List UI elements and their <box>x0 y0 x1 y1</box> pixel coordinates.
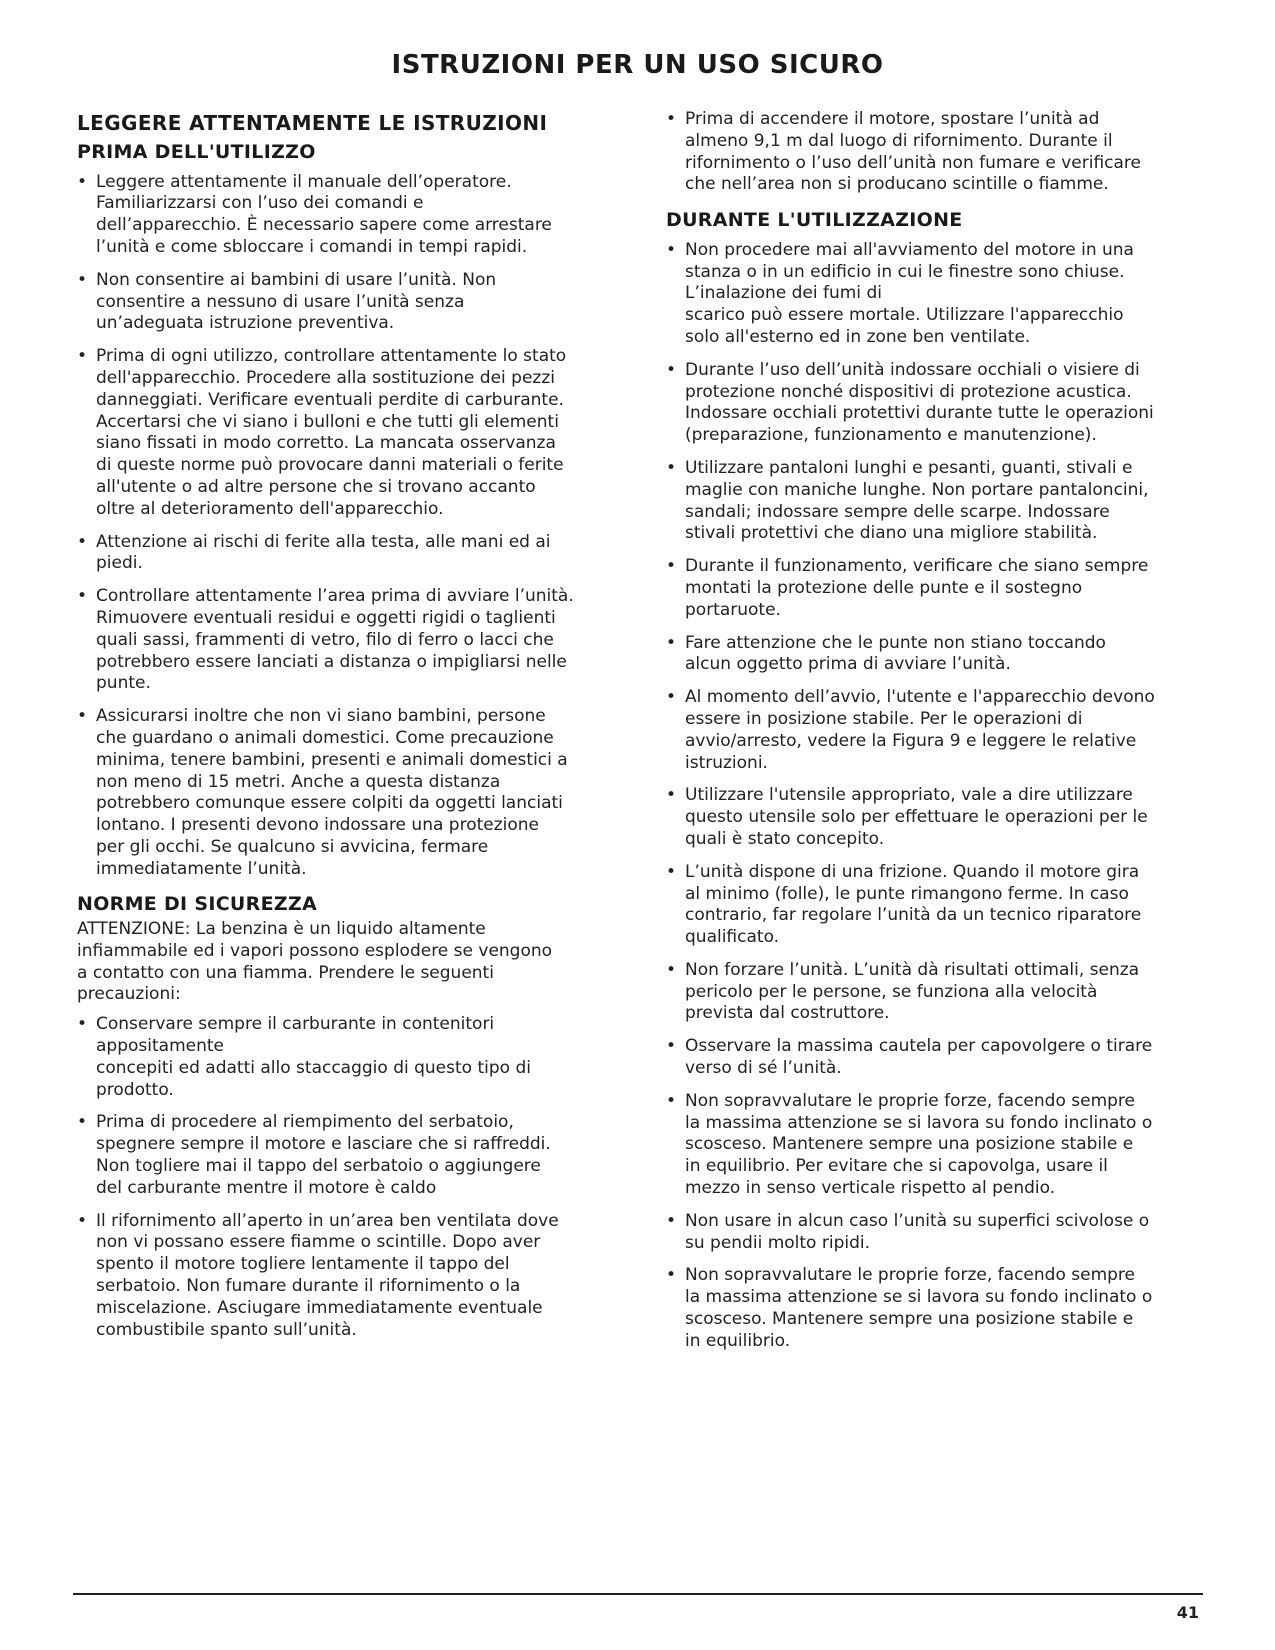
bullet-icon: • <box>666 1036 677 1057</box>
list-item <box>666 556 1201 621</box>
list-item <box>666 687 1201 774</box>
bullet-icon: • <box>77 346 88 367</box>
list-item <box>666 458 1201 545</box>
list-item <box>666 862 1201 949</box>
list-item <box>77 706 607 880</box>
list-item <box>77 1211 607 1342</box>
bullet-icon: • <box>77 586 88 607</box>
list-item <box>77 1014 607 1101</box>
bullet-icon: • <box>77 171 88 192</box>
refueling-list <box>666 109 1201 196</box>
left-column <box>77 110 607 1352</box>
page-number: 41 <box>1176 1603 1199 1622</box>
footer-divider <box>73 1593 1203 1595</box>
section-subheading-before-use: PRIMA DELL'UTILIZZO <box>77 141 316 163</box>
list-item <box>666 785 1201 850</box>
fuel-safety-list <box>77 1014 607 1341</box>
list-item-text: Utilizzare pantaloni lunghi e pesanti, guanti, stivali e maglie con maniche lunghe. Non portare pantaloncini, sandali; indossare sempre delle scarpe. Indossare stivali protettivi che diano una migliore stabilità. <box>685 457 1149 544</box>
section-heading-safety-rules: NORME DI SICUREZZA <box>77 892 318 915</box>
bullet-icon: • <box>666 785 677 806</box>
list-item-text: Attenzione ai rischi di ferite alla testa, alle mani ed ai piedi. <box>96 531 551 574</box>
list-item <box>77 532 607 576</box>
list-item-text: Durante l’uso dell’unità indossare occhiali o visiere di protezione nonché dispositivi di protezione acustica. Indossare occhiali protettivi durante tutte le operazioni (preparazione, funzionamento e manutenzione). <box>685 359 1154 446</box>
list-item-text: Conservare sempre il carburante in contenitori appositamente concepiti ed adatti allo staccaggio di questo tipo di prodotto. <box>96 1014 531 1100</box>
list-item-text: Controllare attentamente l’area prima di avviare l’unità. Rimuovere eventuali residui e oggetti rigidi o taglienti quali sassi, frammenti di vetro, filo di ferro o lacci che potrebbero essere lanciati a distanza o impigliarsi nelle punte. <box>96 586 574 694</box>
list-item <box>666 1036 1201 1080</box>
page-title: ISTRUZIONI PER UN USO SICURO <box>391 50 884 80</box>
bullet-icon: • <box>77 531 88 552</box>
list-item <box>666 360 1201 447</box>
list-item-text: Non usare in alcun caso l’unità su superfici scivolose o su pendii molto ripidi. <box>685 1210 1150 1253</box>
list-item-text: Prima di accendere il motore, spostare l’unità ad almeno 9,1 m dal luogo di rifornimento. Durante il rifornimento o l’uso dell’unità non fumare e verificare che nell’area non si producano scintille o fiamme. <box>685 109 1141 195</box>
list-item <box>666 1265 1201 1352</box>
right-column <box>666 109 1201 1364</box>
bullet-icon: • <box>666 359 677 380</box>
list-item-text: Osservare la massima cautela per capovolgere o tirare verso di sé l’unità. <box>685 1036 1153 1079</box>
list-item <box>666 1091 1201 1200</box>
list-item <box>77 586 607 695</box>
bullet-icon: • <box>666 556 677 577</box>
bullet-icon: • <box>666 687 677 708</box>
list-item-text: Il rifornimento all’aperto in un’area ben ventilata dove non vi possano essere fiamme o scintille. Dopo aver spento il motore togliere lentamente il tappo del serbatoio. Non fumare durante il rifornimento o la miscelazione. Asciugare immediatamente eventuale combustibile spanto sull’unità. <box>96 1210 559 1340</box>
list-item-text: L’unità dispone di una frizione. Quando il motore gira al minimo (folle), le punte rimangono ferme. In caso contrario, far regolare l’unità da un tecnico riparatore qualificato. <box>685 861 1142 948</box>
list-item-text: Al momento dell’avvio, l'utente e l'apparecchio devono essere in posizione stabile. Per le operazioni di avvio/arresto, vedere la Figura 9 e leggere le relative istruzioni. <box>685 687 1155 773</box>
list-item-text: Non forzare l’unità. L’unità dà risultati ottimali, senza pericolo per le persone, se funziona alla velocità prevista dal costruttore. <box>685 959 1140 1024</box>
list-item <box>666 240 1201 349</box>
bullet-icon: • <box>666 959 677 980</box>
list-item-text: Utilizzare l'utensile appropriato, vale a dire utilizzare questo utensile solo per effettuare le operazioni per le quali è stato concepito. <box>685 785 1148 849</box>
section-heading-during-use: DURANTE L'UTILIZZAZIONE <box>666 209 963 232</box>
list-item-text: Non sopravvalutare le proprie forze, facendo sempre la massima attenzione se si lavora su fondo inclinato o scosceso. Mantenere sempre una posizione stabile e in equilibrio. <box>685 1265 1153 1351</box>
bullet-icon: • <box>77 269 88 290</box>
list-item-text: Leggere attentamente il manuale dell’operatore. Familiarizzarsi con l’uso dei comandi e dell’apparecchio. È necessario sapere come arrestare l’unità e come sbloccare i comandi in tempi rapidi. <box>96 171 552 257</box>
list-item-text: Prima di procedere al riempimento del serbatoio, spegnere sempre il motore e lasciare che si raffreddi. Non togliere mai il tappo del serbatoio o aggiungere del carburante mentre il motore è caldo <box>96 1112 551 1198</box>
bullet-icon: • <box>666 1265 677 1286</box>
list-item <box>666 960 1201 1025</box>
list-item <box>77 1112 607 1199</box>
list-item <box>77 172 607 259</box>
bullet-icon: • <box>666 1090 677 1111</box>
list-item-text: Non sopravvalutare le proprie forze, facendo sempre la massima attenzione se si lavora su fondo inclinato o scosceso. Mantenere sempre una posizione stabile e in equilibrio. Per evitare che si capovolga, usare il mezzo in senso verticale rispetto al pendio. <box>685 1090 1153 1199</box>
list-item <box>77 346 607 520</box>
list-item <box>666 633 1201 677</box>
bullet-icon: • <box>666 239 677 260</box>
bullet-icon: • <box>77 706 88 727</box>
bullet-icon: • <box>666 861 677 882</box>
list-item-text: Durante il funzionamento, verificare che siano sempre montati la protezione delle punte e il sostegno portaruote. <box>685 556 1149 620</box>
warning-paragraph: ATTENZIONE: La benzina è un liquido altamente infiammabile ed i vapori possono esplodere se vengono a contatto con una fiamma. Prendere le seguenti precauzioni: <box>77 919 553 1005</box>
list-item-text: Prima di ogni utilizzo, controllare attentamente lo stato dell'apparecchio. Procedere alla sostituzione dei pezzi danneggiati. Verificare eventuali perdite di carburante. Accertarsi che vi siano i bulloni e che tutti gli elementi siano fissati in modo corretto. La mancata osservanza di queste norme può provocare danni materiali o ferite all'utente o ad altre persone che si trovano accanto oltre al deterioramento dell'apparecchio. <box>96 346 567 519</box>
bullet-icon: • <box>666 632 677 653</box>
list-item <box>77 270 607 335</box>
bullet-icon: • <box>77 1210 88 1231</box>
list-item <box>666 1211 1201 1255</box>
instructions-list <box>77 172 607 881</box>
bullet-icon: • <box>666 1210 677 1231</box>
bullet-icon: • <box>77 1112 88 1133</box>
section-heading-read-instructions: LEGGERE ATTENTAMENTE LE ISTRUZIONI <box>77 111 548 135</box>
list-item <box>666 109 1201 196</box>
during-use-list <box>666 240 1201 1353</box>
list-item-text: Fare attenzione che le punte non stiano toccando alcun oggetto prima di avviare l’unità. <box>685 632 1106 675</box>
bullet-icon: • <box>666 109 677 129</box>
bullet-icon: • <box>77 1014 88 1035</box>
list-item-text: Assicurarsi inoltre che non vi siano bambini, persone che guardano o animali domestici. Come precauzione minima, tenere bambini, presenti e animali domestici a non meno di 15 metri. Anche a questa distanza potrebbero comunque essere colpiti da oggetti lanciati lontano. I presenti devono indossare una protezione per gli occhi. Se qualcuno si avvicina, fermare immediatamente l’unità. <box>96 706 568 879</box>
list-item-text: Non procedere mai all'avviamento del motore in una stanza o in un edificio in cui le finestre sono chiuse. L’inalazione dei fumi di scarico può essere mortale. Utilizzare l'apparecchio solo all'esterno ed in zone ben ventilate. <box>685 239 1134 347</box>
bullet-icon: • <box>666 457 677 478</box>
list-item-text: Non consentire ai bambini di usare l’unità. Non consentire a nessuno di usare l’unità senza un’adeguata istruzione preventiva. <box>96 269 497 334</box>
